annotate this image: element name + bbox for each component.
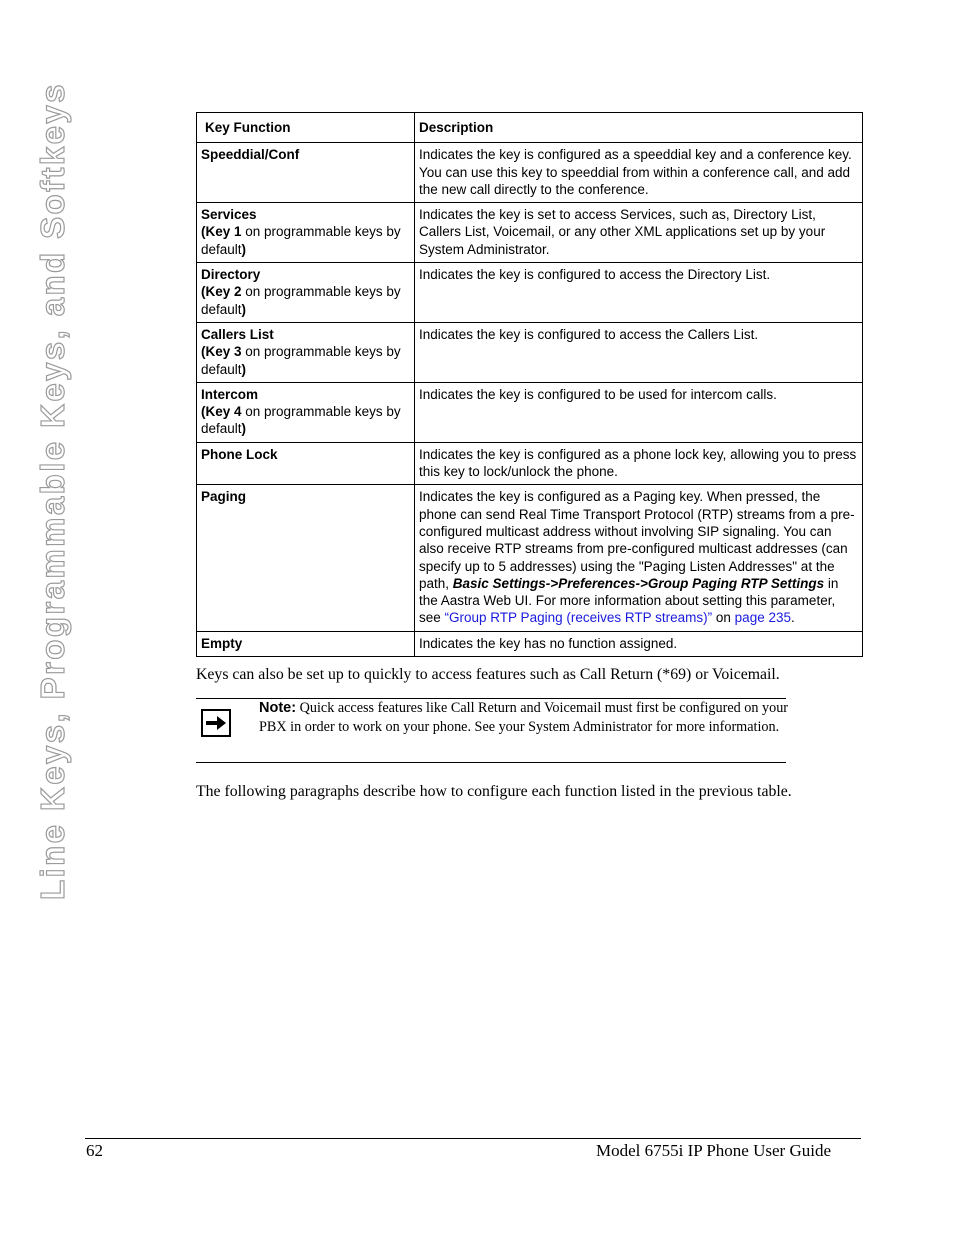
key-default-note: on programmable keys by default	[201, 284, 401, 317]
note-body: Quick access features like Call Return and Voicemail must first be configured on your PBX in order to work on your phone. See your System Administrator for more information.	[259, 700, 789, 735]
key-name: Intercom	[201, 386, 259, 402]
table-row	[197, 263, 863, 323]
key-default-note: on programmable keys by default	[201, 344, 401, 377]
description-cell: Indicates the key is set to access Services, such as, Directory List, Callers List, Voicemail, or any other XML applications set up by your System Administrator.	[415, 203, 863, 263]
paging-description-cont: in the Aastra Web UI. For more information about setting this parameter, see	[419, 575, 839, 626]
key-name: Phone Lock	[201, 446, 278, 462]
paging-description: Indicates the key is configured as a Paging key. When pressed, the phone can send Real Time Transport Protocol (RTP) streams from a pre-configured multicast address without involving SIP signaling. You can also receive RTP streams from pre-configured multicast addresses (can specify up to 5 addresses) using the "Paging Listen Addresses" at the path,	[419, 489, 855, 591]
note-box	[196, 698, 789, 763]
description-cell: Indicates the key is configured to access the Callers List.	[415, 322, 863, 382]
description-cell	[415, 485, 863, 631]
key-cell: Callers List (Key 3 on programmable keys by default)	[197, 322, 415, 382]
right-arrow-icon	[201, 709, 231, 737]
key-cell	[197, 143, 415, 203]
note-label: Note:	[259, 700, 297, 716]
page-235-link[interactable]: page 235	[734, 610, 791, 626]
description-cell: Indicates the key has no function assigned.	[415, 631, 863, 656]
key-name: Directory	[201, 267, 261, 283]
key-default-note: on programmable keys by default	[201, 224, 401, 257]
key-cell: Intercom (Key 4 on programmable keys by default)	[197, 382, 415, 442]
key-number: Key 4	[205, 404, 242, 420]
key-cell	[197, 485, 415, 631]
table-row	[197, 631, 863, 656]
key-name: Services	[201, 207, 257, 223]
table-header-row	[197, 113, 863, 143]
key-cell: Directory (Key 2 on programmable keys by default)	[197, 263, 415, 323]
settings-path: Basic Settings->Preferences->Group Paging RTP Settings	[452, 575, 825, 591]
link-separator: on	[712, 610, 735, 626]
description-cell: Indicates the key is configured to access the Directory List.	[415, 263, 863, 323]
description-cell: Indicates the key is configured to be used for intercom calls.	[415, 382, 863, 442]
description-cell: Indicates the key is configured as a phone lock key, allowing you to press this key to lock/unlock the phone.	[415, 442, 863, 485]
sentence-end: .	[790, 610, 795, 626]
table-row	[197, 485, 863, 631]
description-cell: Indicates the key is configured as a speeddial key and a conference key. You can use this key to speeddial from within a conference call, and add the new call directly to the conference.	[415, 143, 863, 203]
guide-title: Model 6755i IP Phone User Guide	[596, 1141, 831, 1160]
table-row	[197, 382, 863, 442]
key-default-note: on programmable keys by default	[201, 404, 401, 437]
key-function-table	[196, 112, 863, 657]
key-cell: Services (Key 1 on programmable keys by default)	[197, 203, 415, 263]
key-number: Key 3	[205, 344, 242, 360]
key-name: Callers List	[201, 326, 274, 342]
column-header-description: Description	[415, 113, 863, 143]
key-name: Speeddial/Conf	[201, 147, 300, 163]
note-text	[259, 699, 789, 737]
quick-access-paragraph: Keys can also be set up to quickly to access features such as Call Return (*69) or Voicemail.	[196, 666, 780, 683]
key-name: Empty	[201, 635, 243, 651]
table-row	[197, 203, 863, 263]
group-rtp-paging-link[interactable]: “Group RTP Paging (receives RTP streams)”	[444, 610, 713, 626]
column-header-key-function: Key Function	[197, 113, 415, 143]
table-row	[197, 442, 863, 485]
page-number: 62	[86, 1141, 103, 1160]
key-number: Key 1	[205, 224, 242, 240]
key-cell	[197, 631, 415, 656]
section-side-title: Line Keys, Programmable Keys, and Softkeys	[34, 82, 71, 900]
key-number: Key 2	[205, 284, 242, 300]
table-row	[197, 322, 863, 382]
footer-divider	[85, 1138, 861, 1139]
key-name: Paging	[201, 489, 247, 505]
table-row	[197, 143, 863, 203]
following-paragraph: The following paragraphs describe how to configure each function listed in the previous table.	[196, 783, 792, 800]
key-cell	[197, 442, 415, 485]
